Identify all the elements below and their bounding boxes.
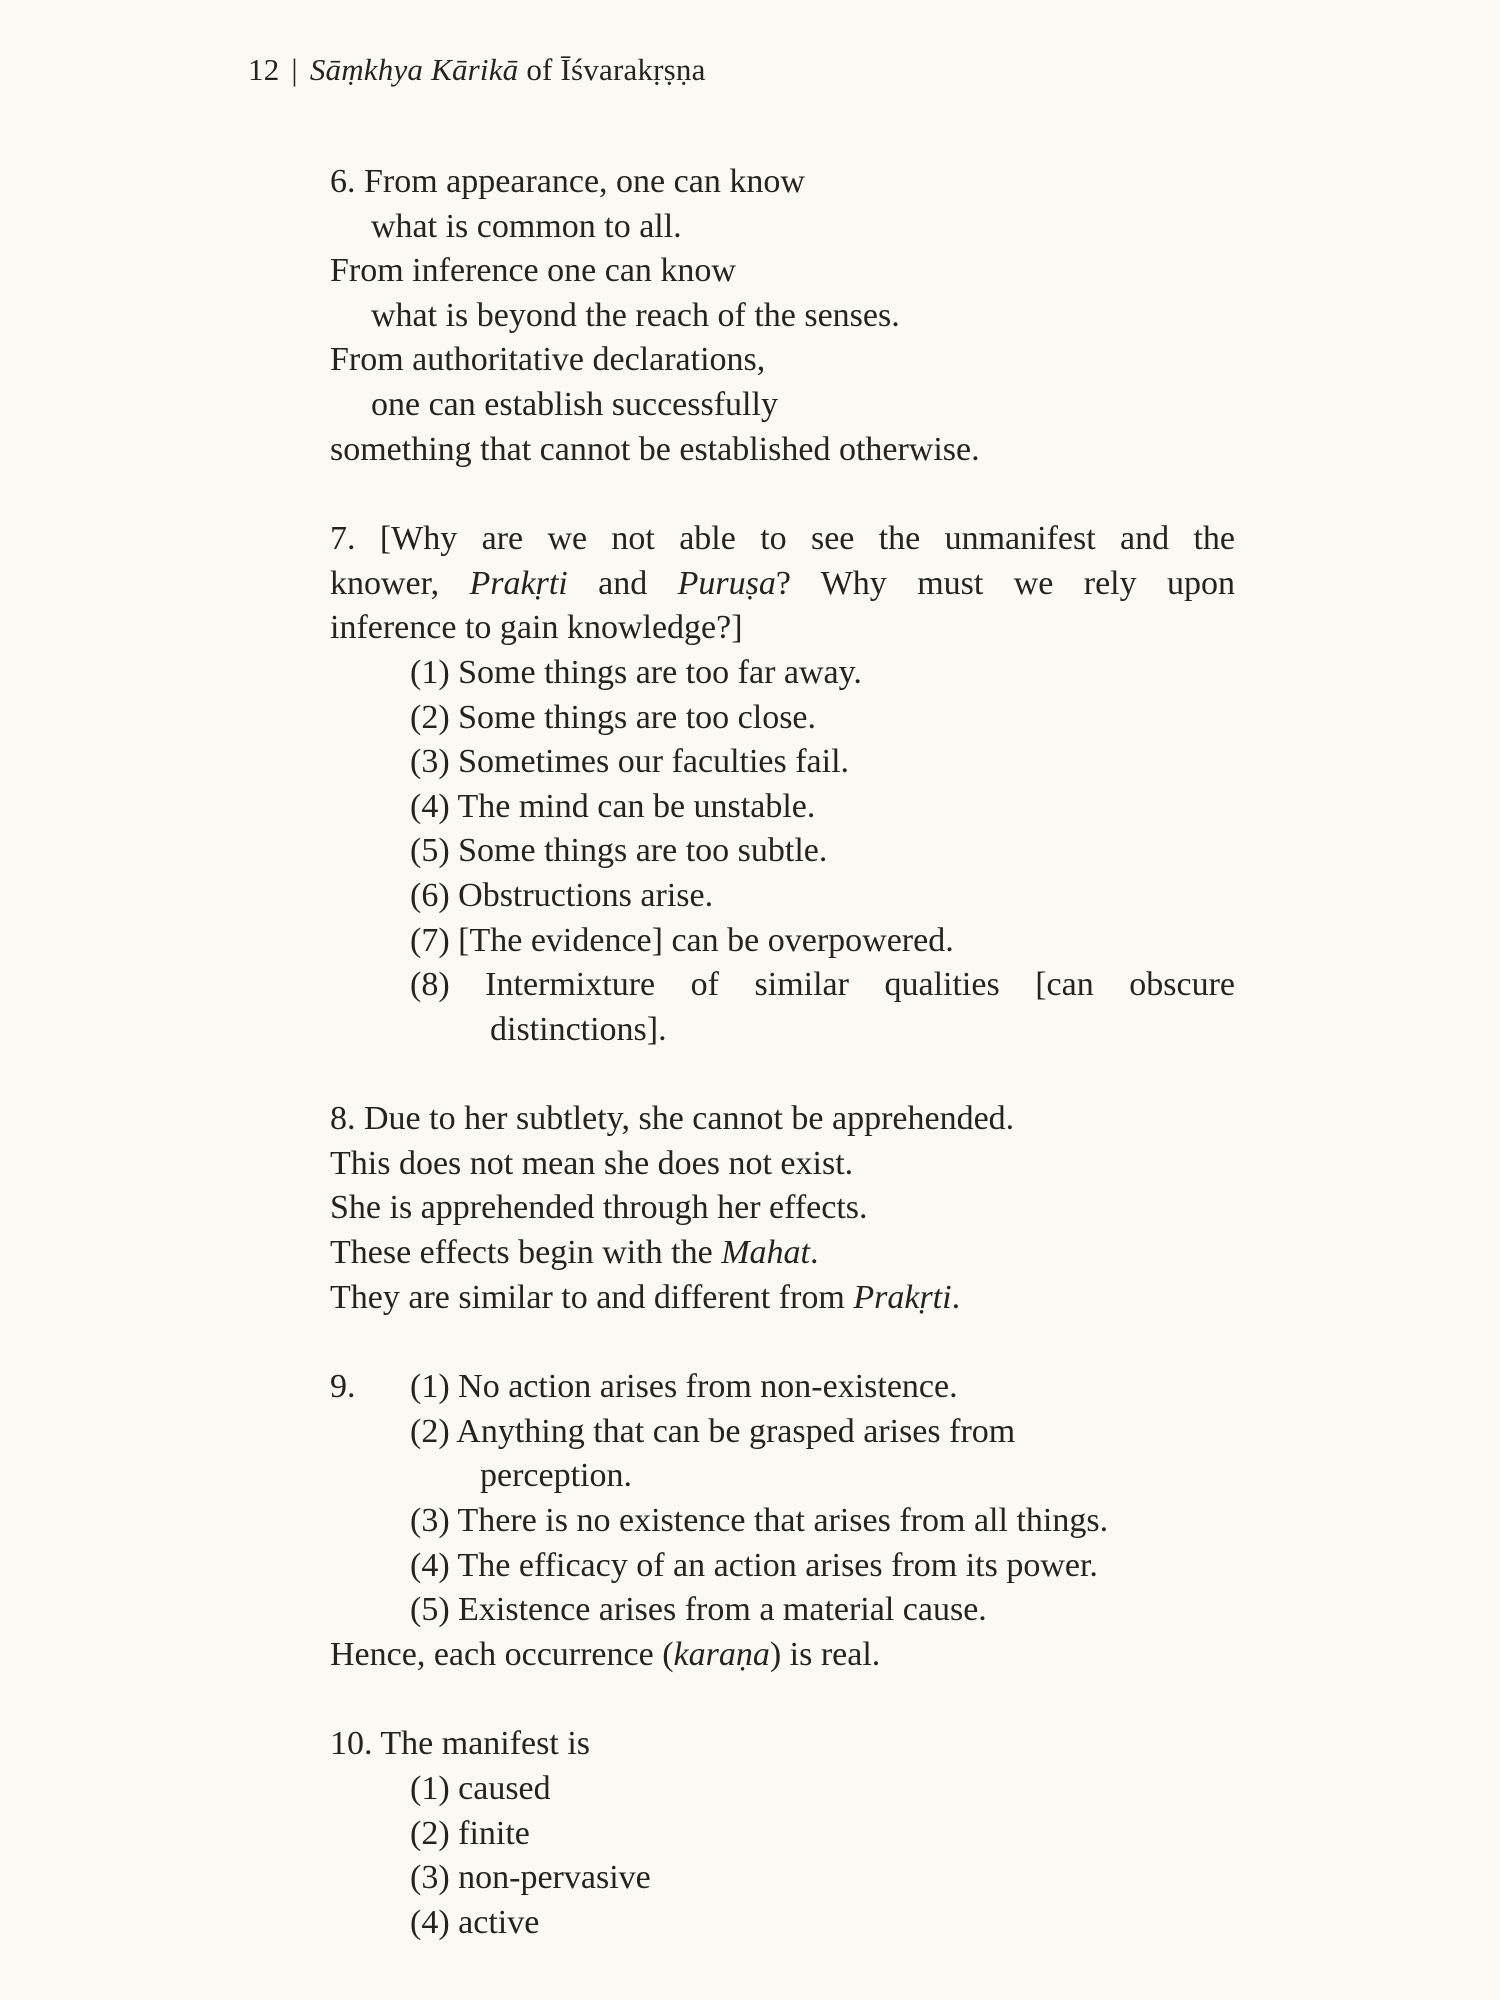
verse-line: From authoritative declarations, bbox=[330, 341, 766, 379]
page-number: 12 bbox=[248, 52, 280, 87]
list-item: (3) Sometimes our faculties fail. bbox=[410, 743, 850, 781]
verse-8 bbox=[330, 1097, 1235, 1320]
list-item-continuation: perception. bbox=[480, 1457, 632, 1495]
text-run: . bbox=[951, 1278, 961, 1316]
list-item: (2) Some things are too close. bbox=[410, 698, 817, 736]
verse-line: what is common to all. bbox=[371, 207, 682, 245]
list-item: (5) Some things are too subtle. bbox=[410, 832, 828, 870]
verse-line: 10. The manifest is bbox=[330, 1725, 590, 1763]
stanza-gap bbox=[330, 1052, 1235, 1097]
verse-line bbox=[330, 1365, 1235, 1410]
verse-line: 6. From appearance, one can know bbox=[330, 163, 805, 200]
list-item: (1) Some things are too far away. bbox=[410, 653, 862, 691]
verse-9 bbox=[330, 1365, 1235, 1677]
list-item: (3) non-pervasive bbox=[410, 1859, 651, 1897]
verse-line: something that cannot be established otherwise. bbox=[330, 430, 980, 468]
list-item: (4) active bbox=[410, 1903, 540, 1941]
verse-line: She is apprehended through her effects. bbox=[330, 1189, 868, 1227]
list-item: (6) Obstructions arise. bbox=[410, 876, 714, 914]
verse-6 bbox=[330, 160, 1235, 472]
stanza-gap bbox=[330, 1320, 1235, 1365]
verse-line bbox=[330, 1231, 1235, 1276]
verse-line: 7. [Why are we not able to see the unmanifest and the bbox=[330, 520, 1235, 558]
text-run: ? Why must we rely upon bbox=[775, 564, 1236, 602]
running-header bbox=[248, 52, 706, 88]
list-item: (2) finite bbox=[410, 1814, 530, 1852]
term-prakrti: Prakṛti bbox=[853, 1278, 952, 1316]
verse-number: 9. bbox=[330, 1368, 356, 1406]
header-separator: | bbox=[291, 52, 298, 87]
text-run: These effects begin with the bbox=[330, 1234, 722, 1272]
list-item: (2) Anything that can be grasped arises from bbox=[410, 1412, 1016, 1450]
list-item: (8) Intermixture of similar qualities [can obscure bbox=[410, 966, 1235, 1004]
verse-10 bbox=[330, 1722, 1235, 1945]
verse-line bbox=[330, 1276, 1235, 1321]
term-prakrti: Prakṛti bbox=[469, 564, 568, 602]
verse-line bbox=[330, 1633, 1235, 1678]
page-body bbox=[330, 160, 1235, 1945]
list-item: (1) caused bbox=[410, 1770, 551, 1807]
verse-7 bbox=[330, 517, 1235, 1052]
term-mahat: Mahat bbox=[721, 1234, 810, 1272]
verse-line: inference to gain knowledge?] bbox=[330, 609, 743, 647]
verse-line: 8. Due to her subtlety, she cannot be apprehended. bbox=[330, 1100, 1015, 1138]
term-karana: karaṇa bbox=[673, 1635, 770, 1673]
text-run: and bbox=[567, 564, 678, 602]
book-title-rest: of Īśvarakṛṣṇa bbox=[518, 52, 706, 87]
verse-line: one can establish successfully bbox=[371, 385, 778, 423]
list-item: (3) There is no existence that arises from all things. bbox=[410, 1502, 1109, 1540]
list-item: (7) [The evidence] can be overpowered. bbox=[410, 921, 954, 959]
text-run: Hence, each occurrence ( bbox=[330, 1635, 674, 1673]
stanza-gap bbox=[330, 1677, 1235, 1722]
verse-line: From inference one can know bbox=[330, 252, 736, 290]
list-item: (4) The efficacy of an action arises from its power. bbox=[410, 1546, 1098, 1584]
stanza-gap bbox=[330, 472, 1235, 517]
list-item: (5) Existence arises from a material cause. bbox=[410, 1591, 987, 1629]
list-item: (1) No action arises from non-existence. bbox=[410, 1368, 958, 1406]
book-title-italic: Sāṃkhya Kārikā bbox=[309, 52, 519, 87]
term-purusa: Puruṣa bbox=[677, 564, 776, 602]
text-run: knower, bbox=[330, 564, 470, 602]
verse-line bbox=[330, 562, 1235, 607]
text-run: . bbox=[809, 1234, 819, 1272]
list-item-continuation: distinctions]. bbox=[490, 1010, 667, 1048]
list-item: (4) The mind can be unstable. bbox=[410, 787, 816, 825]
text-run: ) is real. bbox=[769, 1635, 881, 1673]
verse-line: what is beyond the reach of the senses. bbox=[371, 296, 900, 334]
text-run: They are similar to and different from bbox=[330, 1278, 854, 1316]
verse-line: This does not mean she does not exist. bbox=[330, 1144, 854, 1182]
